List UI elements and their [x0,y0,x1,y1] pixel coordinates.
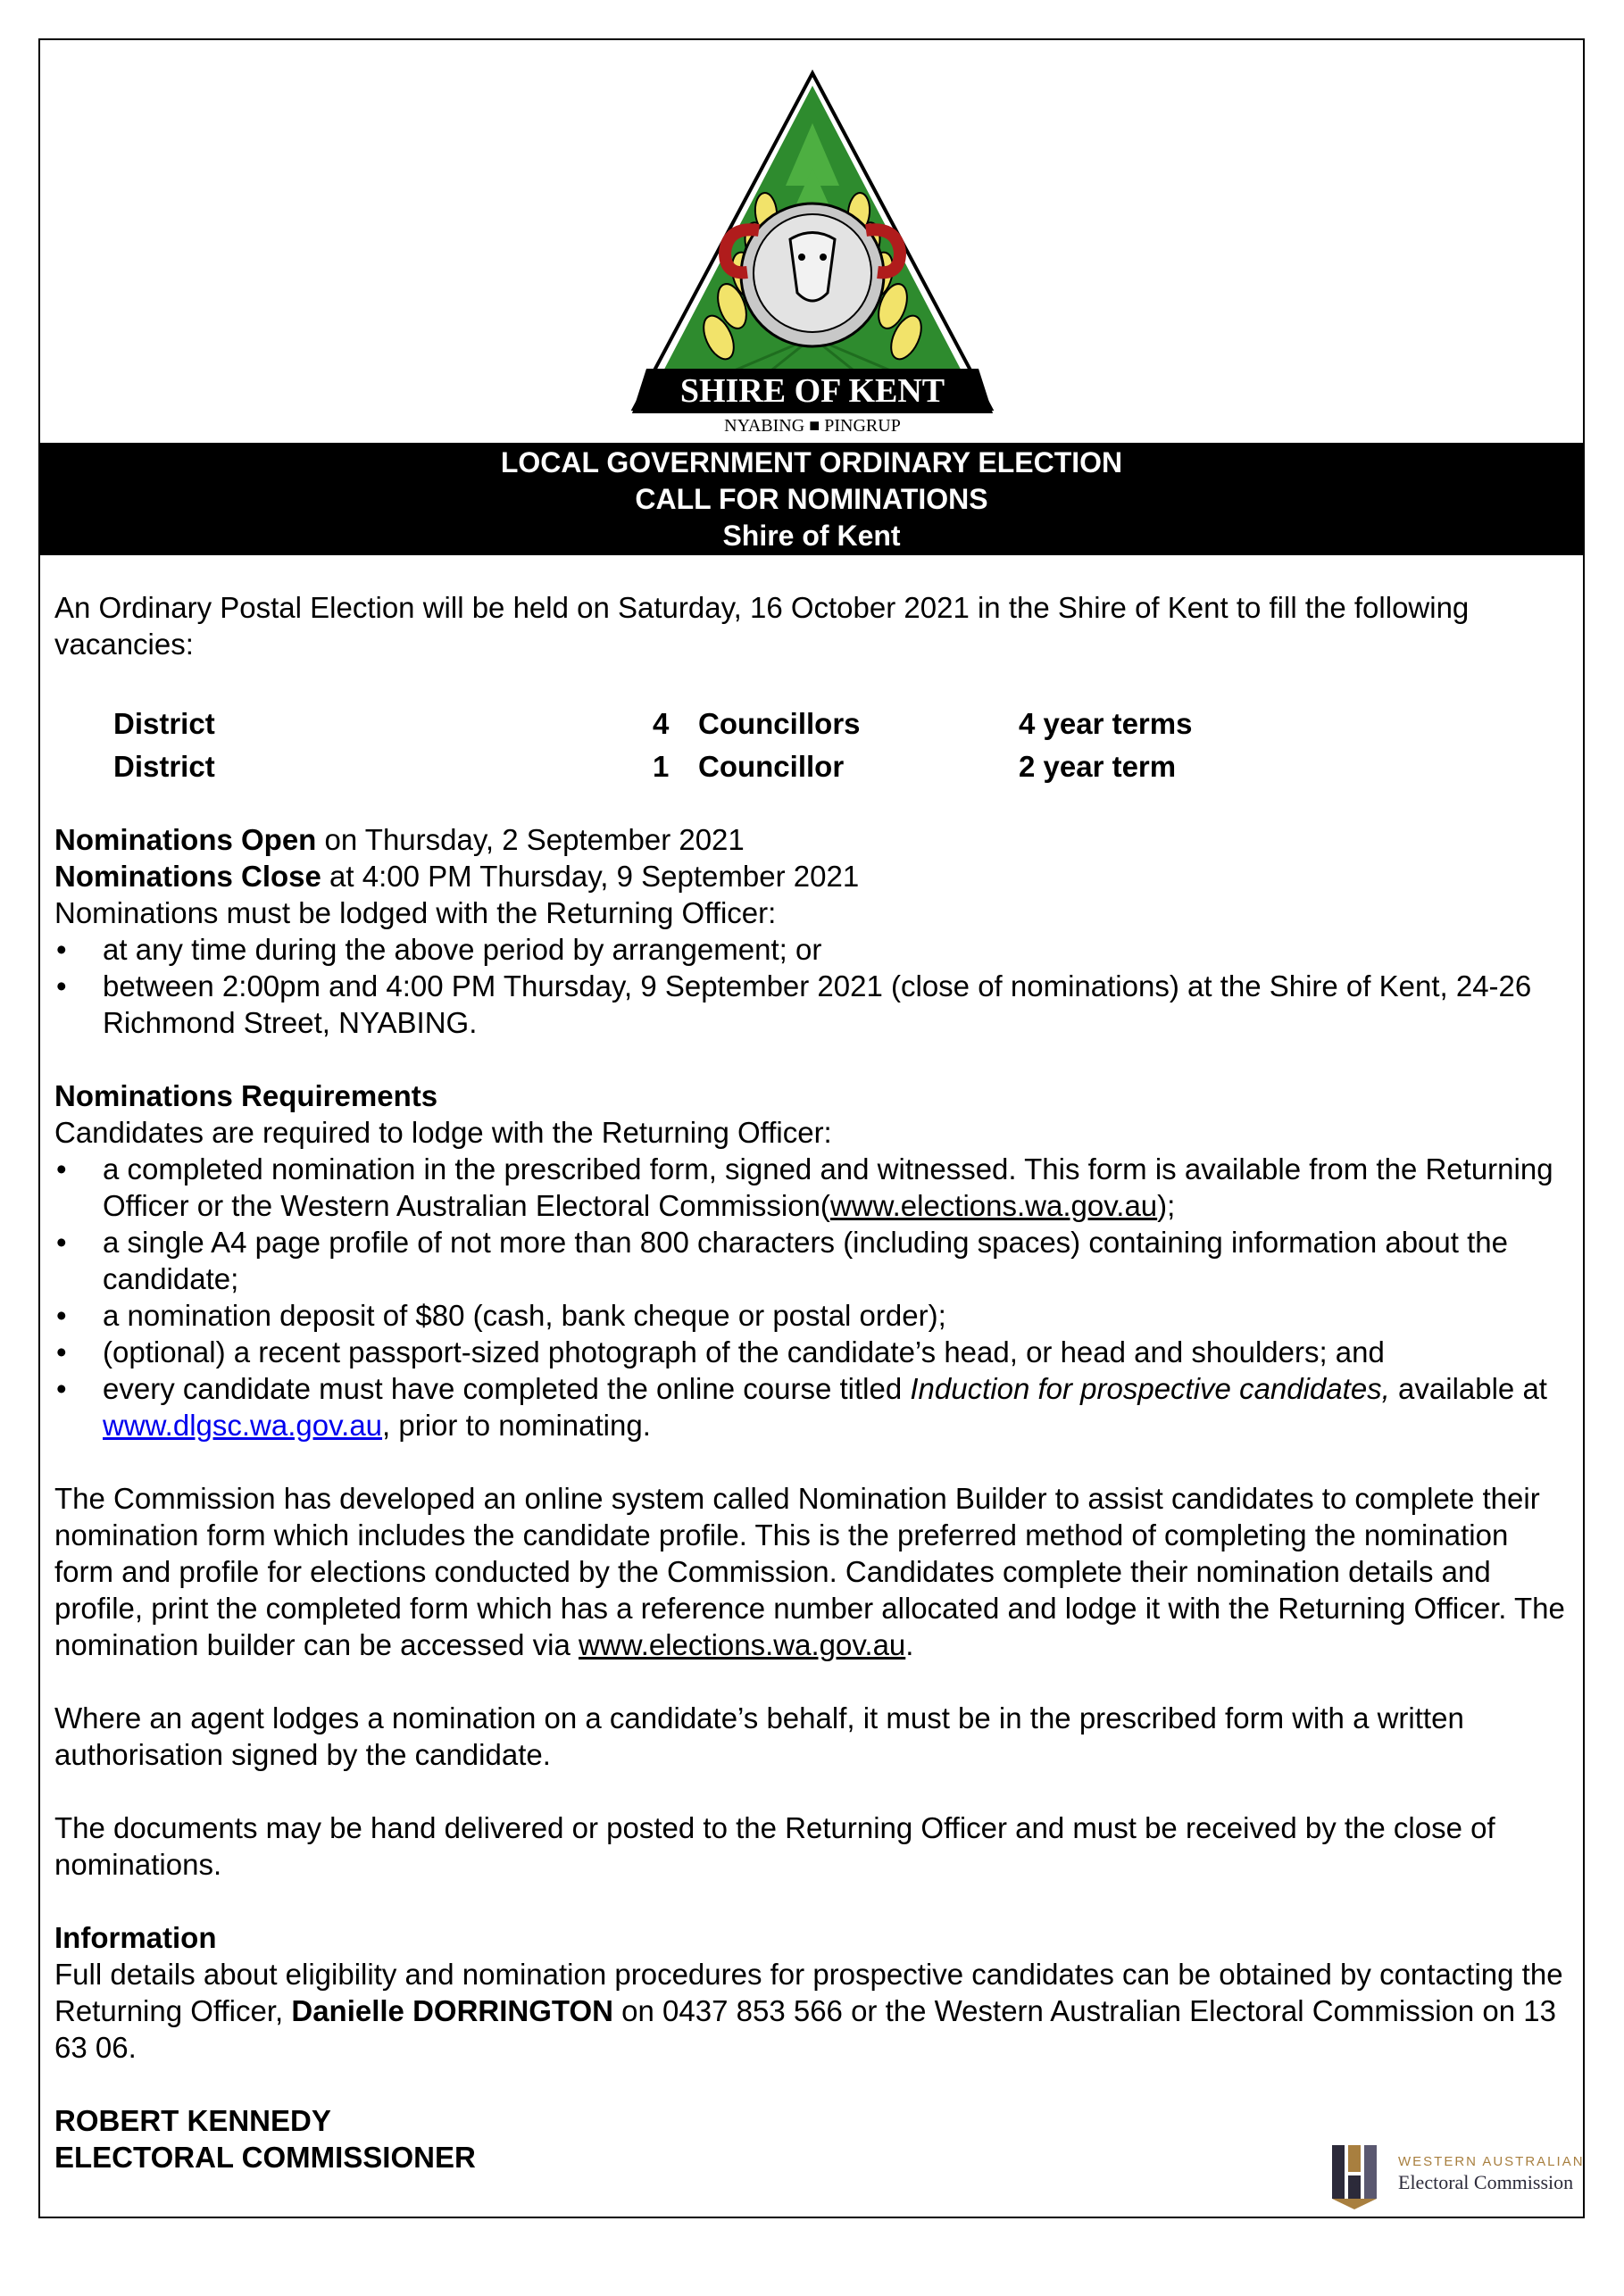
banner-line-3: Shire of Kent [722,520,901,552]
vacancy-count: 1 [653,750,670,783]
signatory-title: ELECTORAL COMMISSIONER [54,2141,476,2174]
list-item: • a completed nomination in the prescribed form, signed and witnessed. This form is available from the Returning Officer or the Western Australian Electoral Commission(www.elections.wa.gov.au); [54,1151,1572,1224]
banner-line-1: LOCAL GOVERNMENT ORDINARY ELECTION [500,446,1123,478]
vacancy-row [54,705,1572,748]
logo-subtitle: NYABING ■ PINGRUP [724,416,901,436]
vacancy-count: 4 [653,707,670,740]
list-item: • between 2:00pm and 4:00 PM Thursday, 9 September 2021 (close of nominations) at the Shire of Kent, 24-26 Richmond Street, NYABING. [54,968,1572,1041]
requirements-intro: Candidates are required to lodge with the Returning Officer: [54,1116,832,1149]
requirements-heading: Nominations Requirements [54,1079,438,1112]
nominations-lodged: Nominations must be lodged with the Returning Officer: [54,896,777,929]
lodging-list [54,931,1572,1041]
builder-paragraph: The Commission has developed an online system called Nomination Builder to assist candidates to complete their nomination form which includes the candidate profile. This is the preferred method of completing the nomination form and profile for elections conducted by the Commission. Candidates complete their nomination details and profile, print the completed form which has a reference number allocated and lodge it with the Returning Officer. The nomination builder can be accessed via www.elections.wa.gov.au. [54,1482,1565,1661]
vacancy-row [54,748,1572,791]
signatory-name: ROBERT KENNEDY [54,2104,331,2137]
list-item: • a nomination deposit of $80 (cash, bank cheque or postal order); [54,1297,1572,1334]
nominations-open: Nominations Open on Thursday, 2 September 2021 [54,823,745,856]
nominations-close: Nominations Close at 4:00 PM Thursday, 9 September 2021 [54,860,860,893]
shire-of-kent-logo [625,70,1000,436]
vacancy-role: Councillor [698,750,845,783]
requirements-list [54,1151,1572,1443]
vacancy-ward: District [113,707,215,740]
vacancy-role: Councillors [698,707,861,740]
builder-link[interactable]: www.elections.wa.gov.au [579,1628,906,1661]
notice-banner [38,443,1585,555]
vacancy-ward: District [113,750,215,783]
list-item: • (optional) a recent passport-sized photograph of the candidate’s head, or head and shoulders; and [54,1334,1572,1370]
notice-body [54,589,1572,2175]
list-item: • a single A4 page profile of not more than 800 characters (including spaces) containing information about the candidate; [54,1224,1572,1297]
vacancy-term: 2 year term [1019,750,1177,783]
delivery-paragraph: The documents may be hand delivered or posted to the Returning Officer and must be received by the close of nominations. [54,1811,1495,1881]
electoral-commission-logo-text [1398,2154,1585,2194]
logo-name: SHIRE OF KENT [679,372,945,410]
vacancy-term: 4 year terms [1019,707,1193,740]
information-heading: Information [54,1921,217,1954]
list-item: • at any time during the above period by arrangement; or [54,931,1572,968]
list-item: • every candidate must have completed the online course titled Induction for prospective candidates, available at www.dlgsc.wa.gov.au, prior to nominating. [54,1370,1572,1443]
commission-line-2: Electoral Commission [1398,2171,1574,2193]
banner-line-2: CALL FOR NOMINATIONS [635,483,988,515]
elections-link[interactable]: www.elections.wa.gov.au [829,1189,1158,1222]
agent-paragraph: Where an agent lodges a nomination on a candidate’s behalf, it must be in the prescribed form with a written authorisation signed by the candidate. [54,1701,1464,1771]
information-paragraph: Full details about eligibility and nomination procedures for prospective candidates can be obtained by contacting the Returning Officer, Danielle DORRINGTON on 0437 853 566 or the Western Australian Electoral Commission on 13 63 06. [54,1958,1563,2064]
returning-officer-name: Danielle DORRINGTON [291,1994,613,2027]
intro-paragraph: An Ordinary Postal Election will be held on Saturday, 16 October 2021 in the Shire of Kent to fill the following vacancies: [54,591,1470,661]
commission-line-1: WESTERN AUSTRALIAN [1398,2154,1585,2169]
dlgsc-link[interactable]: www.dlgsc.wa.gov.au [103,1409,383,1442]
